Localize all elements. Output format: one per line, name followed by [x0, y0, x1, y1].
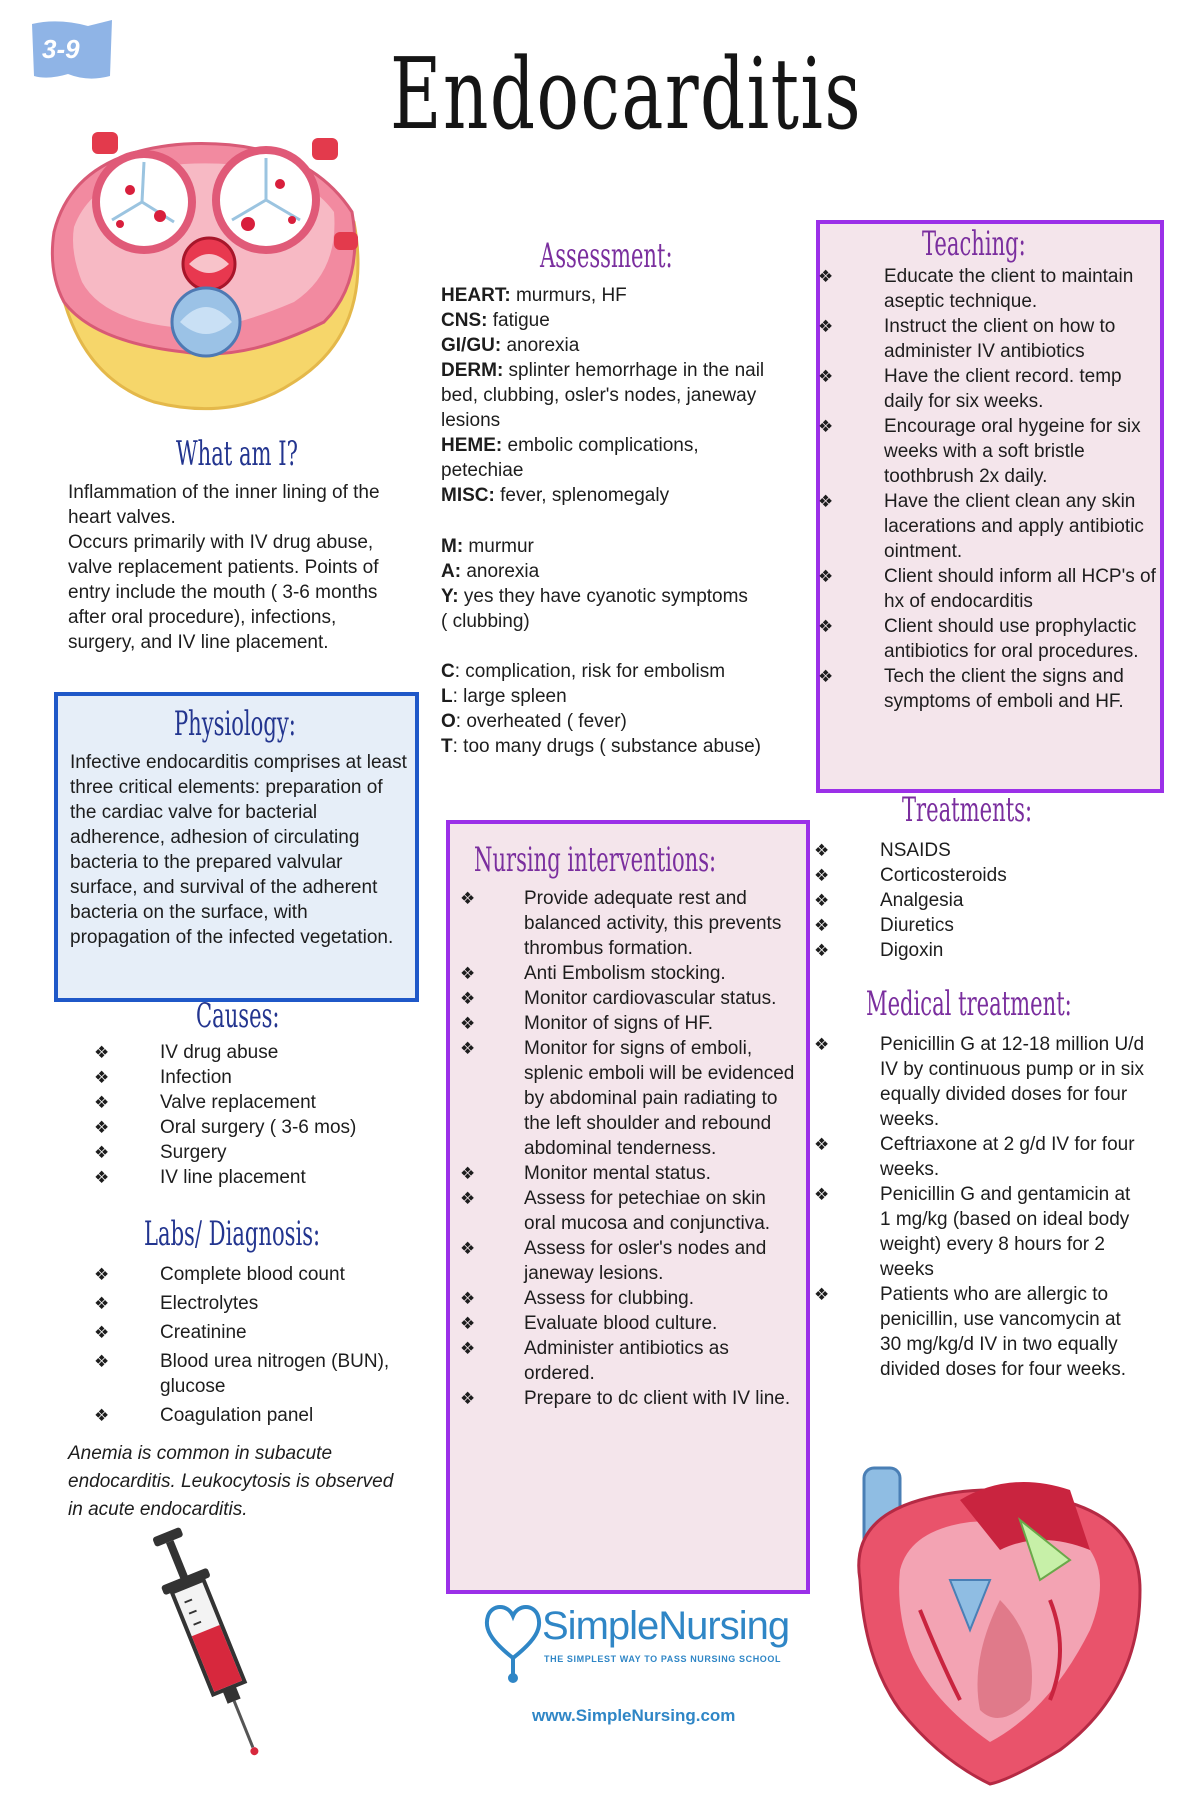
physiology-box: [54, 692, 419, 1002]
mnemonic-row: M: murmur: [441, 536, 534, 557]
list-item: ❖ Anti Embolism stocking.: [460, 963, 726, 984]
simplenursing-logo: [480, 1598, 790, 1684]
diamond-bullet-icon: ❖: [814, 916, 830, 935]
list-item: ❖ Coagulation panel: [94, 1405, 314, 1426]
assessment-mnemonic-may: [441, 534, 751, 634]
teaching-box: [816, 220, 1164, 793]
list-item: ❖ NSAIDS: [814, 840, 951, 861]
teaching-list: [810, 264, 1160, 714]
list-item: ❖ Prepare to dc client with IV line.: [460, 1388, 791, 1409]
mnemonic-row: O: overheated ( fever): [441, 711, 627, 732]
diamond-bullet-icon: ❖: [94, 1043, 110, 1062]
list-item: ❖ Patients who are allergic to penicillin, use vancomycin at 30 mg/kg/d IV in two equally divided doses for four weeks.: [814, 1284, 1127, 1380]
labs-note: Anemia is common in subacute endocarditis. Leukocytosis is observed in acute endocarditis.: [68, 1443, 394, 1520]
assessment-row: MISC: fever, splenomegaly: [441, 485, 670, 506]
diamond-bullet-icon: ❖: [818, 417, 834, 436]
page-tag: [28, 18, 116, 84]
website-url[interactable]: www.SimpleNursing.com: [532, 1706, 736, 1725]
diamond-bullet-icon: ❖: [460, 964, 476, 983]
list-item: ❖ Oral surgery ( 3-6 mos): [94, 1117, 357, 1138]
diamond-bullet-icon: ❖: [94, 1068, 110, 1087]
assessment-row: CNS: fatigue: [441, 310, 550, 331]
list-item: ❖ Encourage oral hygeine for six weeks with a soft bristle toothbrush 2x daily.: [818, 416, 1141, 487]
diamond-bullet-icon: ❖: [818, 367, 834, 386]
labs-list: [86, 1262, 416, 1432]
list-item: ❖ IV line placement: [94, 1167, 306, 1188]
mnemonic-row: T: too many drugs ( substance abuse): [441, 736, 761, 757]
list-item: ❖ Monitor cardiovascular status.: [460, 988, 777, 1009]
diamond-bullet-icon: ❖: [460, 1314, 476, 1333]
diamond-bullet-icon: ❖: [94, 1168, 110, 1187]
treatments-heading: Treatments:: [902, 790, 1033, 830]
what-am-i-heading: What am I?: [176, 434, 298, 474]
logo-tagline: THE SIMPLEST WAY TO PASS NURSING SCHOOL: [544, 1654, 782, 1664]
diamond-bullet-icon: ❖: [94, 1352, 110, 1371]
list-item: ❖ Evaluate blood culture.: [460, 1313, 718, 1334]
diamond-bullet-icon: ❖: [814, 866, 830, 885]
diamond-bullet-icon: ❖: [814, 1285, 830, 1304]
treatments-list: [806, 838, 1146, 963]
diamond-bullet-icon: ❖: [814, 891, 830, 910]
assessment-row: HEART: murmurs, HF: [441, 285, 627, 306]
what-am-i-text: Inflammation of the inner lining of the heart valves. Occurs primarily with IV drug abuse, valve replacement patients. Points of entry include the mouth ( 3-6 months after oral procedure), infections, surgery, and IV line placement.: [68, 482, 380, 653]
syringe-illustration: [150, 1524, 270, 1764]
diamond-bullet-icon: ❖: [818, 267, 834, 286]
diamond-bullet-icon: ❖: [460, 1164, 476, 1183]
page-title: Endocarditis: [390, 38, 863, 152]
list-item: ❖ Analgesia: [814, 890, 964, 911]
causes-heading: Causes:: [196, 996, 280, 1036]
diamond-bullet-icon: ❖: [94, 1118, 110, 1137]
list-item: ❖ Monitor of signs of HF.: [460, 1013, 714, 1034]
assessment-systems: [441, 283, 781, 508]
diamond-bullet-icon: ❖: [94, 1143, 110, 1162]
list-item: ❖ Valve replacement: [94, 1092, 316, 1113]
diamond-bullet-icon: ❖: [814, 841, 830, 860]
list-item: ❖ Penicillin G at 12-18 million U/d IV by continuous pump or in six equally divided doses for four weeks.: [814, 1034, 1145, 1130]
list-item: ❖ Client should use prophylactic antibiotics for oral procedures.: [818, 616, 1139, 662]
causes-list: [86, 1040, 406, 1190]
diamond-bullet-icon: ❖: [460, 1389, 476, 1408]
diamond-bullet-icon: ❖: [460, 889, 476, 908]
list-item: ❖ Educate the client to maintain aseptic technique.: [818, 266, 1134, 312]
assessment-heading: Assessment:: [540, 236, 673, 276]
list-item: ❖ Provide adequate rest and balanced activity, this prevents thrombus formation.: [460, 888, 782, 959]
medical-treatment-list: [806, 1032, 1146, 1382]
list-item: ❖ Penicillin G and gentamicin at 1 mg/kg (based on ideal body weight) every 8 hours for 2 weeks: [814, 1184, 1131, 1280]
stethoscope-heart-icon: [480, 1598, 546, 1684]
mnemonic-row: A: anorexia: [441, 561, 540, 582]
heart-valves-illustration: [34, 132, 374, 432]
list-item: ❖ Surgery: [94, 1142, 227, 1163]
diamond-bullet-icon: ❖: [94, 1265, 110, 1284]
list-item: ❖ Assess for osler's nodes and janeway lesions.: [460, 1238, 767, 1284]
diamond-bullet-icon: ❖: [814, 941, 830, 960]
medical-treatment-heading: Medical treatment:: [866, 984, 1072, 1024]
mnemonic-row: L: large spleen: [441, 686, 567, 707]
diamond-bullet-icon: ❖: [460, 989, 476, 1008]
page-tag-label: 3-9: [42, 34, 80, 64]
diamond-bullet-icon: ❖: [814, 1035, 830, 1054]
list-item: ❖ Tech the client the signs and symptoms of emboli and HF.: [818, 666, 1124, 712]
diamond-bullet-icon: ❖: [94, 1294, 110, 1313]
diamond-bullet-icon: ❖: [460, 1189, 476, 1208]
diamond-bullet-icon: ❖: [814, 1135, 830, 1154]
list-item: ❖ IV drug abuse: [94, 1042, 279, 1063]
assessment-row: HEME: embolic complications, petechiae: [441, 435, 699, 481]
physiology-heading: Physiology:: [174, 704, 296, 744]
list-item: ❖ Client should inform all HCP's of hx of endocarditis: [818, 566, 1156, 612]
list-item: ❖ Have the client clean any skin lacerations and apply antibiotic ointment.: [818, 491, 1144, 562]
physiology-text: Infective endocarditis comprises at least three critical elements: preparation of the cardiac valve for bacterial adherence, adhesion of circulating bacteria to the prepared valvular surface, and survival of the adherent bacteria on the surface, with propagation of the infected vegetation.: [70, 752, 407, 948]
list-item: ❖ Monitor mental status.: [460, 1163, 711, 1184]
list-item: ❖ Administer antibiotics as ordered.: [460, 1338, 729, 1384]
diamond-bullet-icon: ❖: [818, 667, 834, 686]
heart-anatomy-illustration: [840, 1460, 1180, 1790]
list-item: ❖ Blood urea nitrogen (BUN), glucose: [94, 1351, 390, 1397]
list-item: ❖ Infection: [94, 1067, 232, 1088]
list-item: ❖ Diuretics: [814, 915, 954, 936]
nursing-interventions-list: [450, 886, 802, 1411]
assessment-row: DERM: splinter hemorrhage in the nail bed, clubbing, osler's nodes, janeway lesions: [441, 360, 765, 431]
list-item: ❖ Have the client record. temp daily for six weeks.: [818, 366, 1122, 412]
diamond-bullet-icon: ❖: [814, 1185, 830, 1204]
mnemonic-row: Y: yes they have cyanotic symptoms ( clubbing): [441, 586, 748, 632]
assessment-row: GI/GU: anorexia: [441, 335, 580, 356]
diamond-bullet-icon: ❖: [460, 1039, 476, 1058]
diamond-bullet-icon: ❖: [818, 567, 834, 586]
nursing-interventions-box: [446, 820, 810, 1594]
teaching-heading: Teaching:: [922, 224, 1026, 264]
list-item: ❖ Ceftriaxone at 2 g/d IV for four weeks.: [814, 1134, 1135, 1180]
list-item: ❖ Digoxin: [814, 940, 944, 961]
diamond-bullet-icon: ❖: [460, 1289, 476, 1308]
list-item: ❖ Assess for clubbing.: [460, 1288, 695, 1309]
list-item: ❖ Creatinine: [94, 1322, 247, 1343]
list-item: ❖ Monitor for signs of emboli, splenic emboli will be evidenced by abdominal pain radiating to the left shoulder and rebound abdominal tenderness.: [460, 1038, 795, 1159]
labs-heading: Labs/ Diagnosis:: [144, 1214, 321, 1254]
diamond-bullet-icon: ❖: [818, 617, 834, 636]
list-item: ❖ Complete blood count: [94, 1264, 345, 1285]
logo-wordmark: SimpleNursing: [542, 1604, 790, 1648]
mnemonic-row: C: complication, risk for embolism: [441, 661, 726, 682]
list-item: ❖ Assess for petechiae on skin oral mucosa and conjunctiva.: [460, 1188, 771, 1234]
diamond-bullet-icon: ❖: [460, 1239, 476, 1258]
list-item: ❖ Corticosteroids: [814, 865, 1007, 886]
list-item: ❖ Instruct the client on how to administer IV antibiotics: [818, 316, 1116, 362]
diamond-bullet-icon: ❖: [94, 1093, 110, 1112]
diamond-bullet-icon: ❖: [460, 1014, 476, 1033]
diamond-bullet-icon: ❖: [94, 1406, 110, 1425]
diamond-bullet-icon: ❖: [94, 1323, 110, 1342]
diamond-bullet-icon: ❖: [818, 492, 834, 511]
assessment-mnemonic-clot: [441, 659, 771, 759]
diamond-bullet-icon: ❖: [460, 1339, 476, 1358]
nursing-interventions-heading: Nursing interventions:: [474, 840, 717, 880]
diamond-bullet-icon: ❖: [818, 317, 834, 336]
list-item: ❖ Electrolytes: [94, 1293, 259, 1314]
